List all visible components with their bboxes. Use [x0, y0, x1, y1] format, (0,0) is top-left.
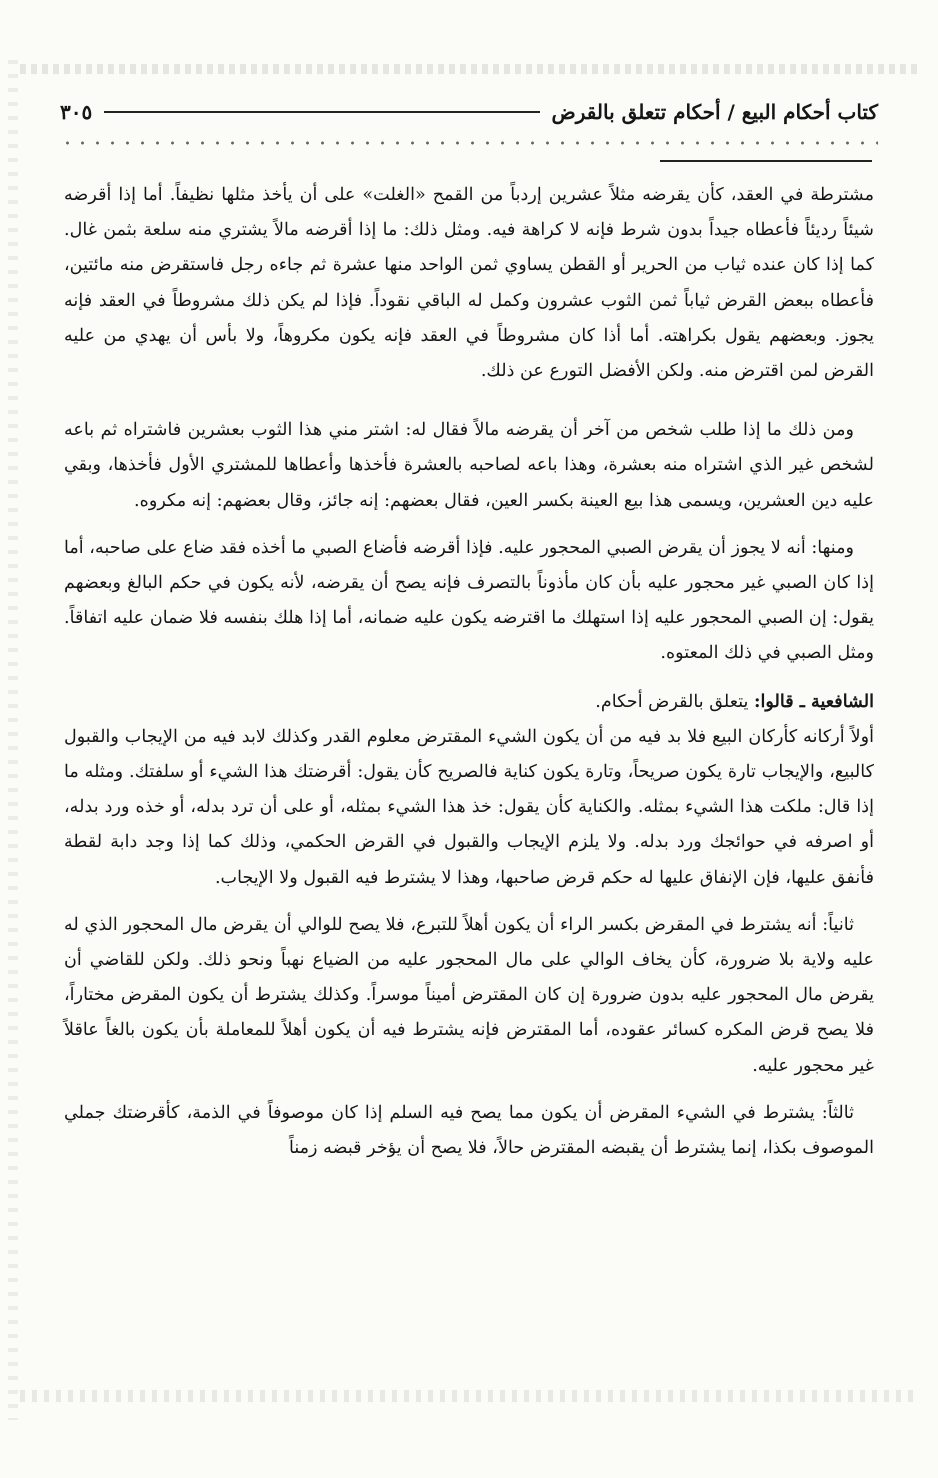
paragraph-1: مشترطة في العقد، كأن يقرضه مثلاً عشرين إردباً من القمح «الغلت» على أن يأخذ مثلها نظيفاً. أما إذا أقرضه شيئاً رديئاً فأعطاه جيداً بدون شرط فإنه لا كراهة فيه. ومثل ذلك: ما إذا أقرضه مالاً يشتري منه سلعة بثمن غال. كما إذا كان عنده ثياب من الحرير أو القطن يساوي ثمن الواحد منها عشرة ثم جاءه رجل فاستقرض منه مائتين، فأعطاه ببعض القرض ثياباً ثمن الثوب عشرون وكمل له الباقي نقوداً. فإذا لم يكن ذلك مشروطاً في العقد فإنه يجوز. وبعضهم يقول بكراهته. أما أذا كان مشروطاً في العقد فإنه يكون مكروهاً، ولا بأس أن يهدي من عليه القرض لمن اقترض منه. ولكن الأفضل التورع عن ذلك. [64, 185, 874, 382]
paragraph-6: ثانياً: أنه يشترط في المقرض بكسر الراء أن يكون أهلاً للتبرع، فلا يصح للوالي أن يقرض مال المحجور الذي له عليه ولاية بلا ضرورة، كأن يخاف الوالي على مال المحجور عليه من الضياع نهباً ونحو ذلك. ولكن للقاضي أن يقرض مال المحجور عليه بدون ضرورة إن كان المقترض أميناً موسراً. وكذلك يشترط أن يكون المقرض مختاراً، فلا يصح قرض المكره كسائر عقوده، أما المقترض فإنه يشترط فيه أن يكون أهلاً للمعاملة بأن يكون بالغاً عاقلاً غير محجور عليه. [64, 914, 874, 1076]
paragraph-4 [64, 684, 874, 720]
page-number: ٣٠٥ [60, 100, 93, 124]
scan-top-artifact [20, 64, 918, 74]
scan-edge-artifact [8, 60, 18, 1420]
paragraph-3: ومنها: أنه لا يجوز أن يقرض الصبي المحجور عليه. فإذا أقرضه فأضاع الصبي ما أخذه فقد ضاع على صاحبه، أما إذا كان الصبي غير محجور عليه بأن كان مأذوناً بالتصرف فإنه يصح أن يقرضه، لأنه يكون في حكم البالغ وبعضهم يقول: إن الصبي المحجور عليه إذا استهلك ما اقترضه يكون عليه ضمانه، أما إذا هلك بنفسه فلا ضمان عليه اتفاقاً. ومثل الصبي في ذلك المعتوه. [64, 537, 874, 664]
scan-bottom-artifact [20, 1390, 918, 1402]
running-header [60, 92, 878, 132]
dotted-separator [60, 140, 878, 146]
school-heading: الشافعية ـ قالوا: [754, 690, 874, 712]
paragraph-5: أولاً أركانه كأركان البيع فلا بد فيه من أن يكون الشيء المقترض معلوم القدر وكذلك لابد فيه من الإيجاب والقبول كالبيع، والإيجاب تارة يكون صريحاً، وتارة يكون كناية فالصريح كأن يقول: أقرضتك هذا الشيء أو سلفتك. ومثله ما إذا قال: ملكت هذا الشيء بمثله. والكناية كأن يقول: خذ هذا الشيء بمثله، أو على أن ترد بدله، أو خذه ورد بدله، أو اصرفه في حوائجك ورد بدله. ولا يلزم الإيجاب والقبول في القرض الحكمي، وذلك كما إذا وجد دابة لقطة فأنفق عليها، فإن الإنفاق عليها له حكم قرض صاحبها، وهذا لا يشترط فيه القبول ولا الإيجاب. [64, 726, 874, 888]
paragraph-7: ثالثاً: يشترط في الشيء المقرض أن يكون مما يصح فيه السلم إذا كان موصوفاً في الذمة، كأقرضتك جملي الموصوف بكذا، إنما يشترط أن يقبضه المقترض حالاً، فلا يصح أن يؤخر قبضه زمناً [64, 1102, 874, 1159]
header-title: كتاب أحكام البيع / أحكام تتعلق بالقرض [551, 100, 878, 124]
header-rule [104, 111, 539, 113]
paragraph-2: ومن ذلك ما إذا طلب شخص من آخر أن يقرضه مالاً فقال له: اشتر مني هذا الثوب بعشرين فاشتراه ثم باعه لشخص غير الذي اشتراه منه بعشرة، وهذا باعه لصاحبه بالعشرة فأخذها وأعطاها للمشتري الأول فأخذها، وبقي عليه دين العشرين، ويسمى هذا بيع العينة بكسر العين، فقال بعضهم: إنه جائز، وقال بعضهم: إنه مكروه. [64, 420, 874, 511]
footnote-rule [660, 160, 872, 162]
page-body [64, 178, 874, 1166]
paragraph-4-text: يتعلق بالقرض أحكام. [595, 691, 755, 712]
